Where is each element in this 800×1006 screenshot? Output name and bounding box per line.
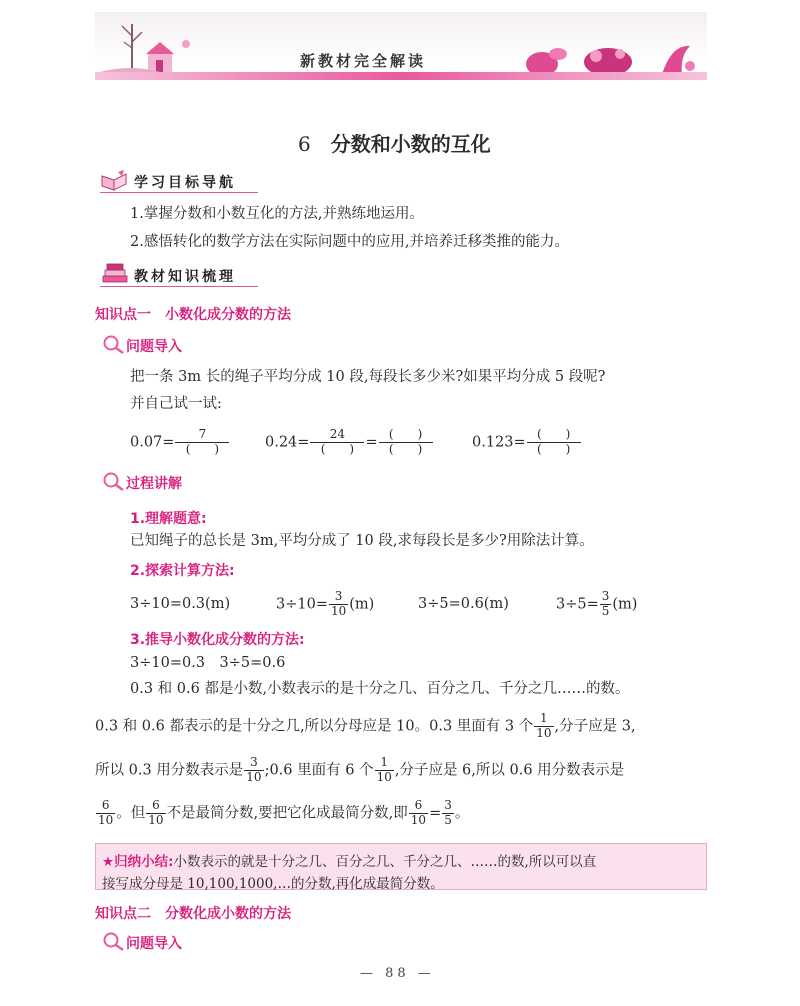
- exercise-b-den2[interactable]: ( ): [388, 441, 423, 456]
- fraction-3-5: [442, 799, 454, 828]
- calc-4-left: 3÷5=: [556, 596, 599, 613]
- exercise-c-fraction: [527, 428, 581, 457]
- fraction-den: 10: [148, 812, 164, 827]
- exercise-c-num[interactable]: ( ): [527, 428, 581, 443]
- kp1-process-label: 过程讲解: [126, 476, 182, 492]
- kp2-intro-label: 问题导入: [126, 936, 182, 952]
- step2-title: 2.探索计算方法:: [130, 563, 235, 579]
- exercise-a-num: 7: [175, 428, 229, 443]
- open-book-icon: [100, 170, 130, 192]
- calc-2-num: 3: [329, 590, 348, 605]
- magnifier-icon: [103, 472, 125, 492]
- calc-4-den: 5: [601, 603, 610, 618]
- exercise-a-den[interactable]: ( ): [185, 441, 220, 456]
- step1-title: 1.理解题意:: [130, 511, 207, 527]
- magnifier-icon: [103, 932, 125, 952]
- kp1-question-line1: 把一条 3m 长的绳子平均分成 10 段,每段长多少米?如果平均分成 5 段呢?: [130, 369, 606, 385]
- fraction-den: 10: [376, 769, 392, 784]
- exercise-b-eq: =: [365, 434, 378, 451]
- summary-box: [95, 843, 707, 890]
- calc-2: [276, 590, 374, 619]
- summary-line1: [102, 850, 596, 870]
- exercise-a-left: 0.07=: [130, 434, 175, 451]
- exercise-b-fraction2: [379, 428, 433, 457]
- step3-line4-c: ,分子应是 6,所以 0.6 用分数表示是: [394, 762, 625, 779]
- books-stack-icon: [100, 262, 130, 284]
- exercise-b-den[interactable]: ( ): [320, 441, 355, 456]
- goals-heading: 学习目标导航: [134, 175, 236, 191]
- summary-line1-text: 小数表示的就是十分之几、百分之几、千分之几、……的数,所以可以直: [173, 854, 597, 870]
- fraction-num: 3: [244, 756, 263, 771]
- exercise-b-left: 0.24=: [265, 434, 310, 451]
- kp2-title: 知识点二 分数化成小数的方法: [95, 906, 291, 922]
- goal-item-2: 2.感悟转化的数学方法在实际问题中的应用,并培养迁移类推的能力。: [130, 234, 569, 250]
- knowledge-heading: 教材知识梳理: [134, 269, 236, 285]
- exercise-b-num: 24: [310, 428, 364, 443]
- exercise-c-left: 0.123=: [472, 434, 526, 451]
- kp1-question-line2: 并自己试一试:: [130, 396, 222, 412]
- calc-2-left: 3÷10=: [276, 596, 328, 613]
- summary-line2: 接写成分母是 10,100,1000,…的分数,再化成最简分数。: [102, 876, 444, 892]
- kp1-title: 知识点一 小数化成分数的方法: [95, 307, 291, 323]
- fraction-den: 10: [98, 812, 114, 827]
- calc-4-unit: (m): [612, 596, 638, 613]
- exercise-a-fraction: [175, 428, 229, 457]
- summary-label: ★归纳小结:: [102, 854, 174, 870]
- calc-3: 3÷5=0.6(m): [418, 596, 509, 612]
- step3-line5-c: 。: [454, 805, 470, 822]
- magnifier-icon: [103, 335, 125, 355]
- header-title: 新教材完全解读: [300, 52, 427, 70]
- step3-line3-b: ,分子应是 3,: [554, 718, 636, 735]
- exercise-b-num2[interactable]: ( ): [379, 428, 433, 443]
- step3-line3: [95, 712, 636, 741]
- calc-4-fraction: [600, 590, 612, 619]
- fraction-den: 10: [246, 769, 262, 784]
- chapter-number: 6: [298, 132, 311, 156]
- knowledge-underline: [100, 286, 258, 287]
- goal-item-1: 1.掌握分数和小数互化的方法,并熟练地运用。: [130, 206, 424, 222]
- calc-4: [556, 590, 637, 619]
- fraction-num: 6: [146, 799, 165, 814]
- calc-1: 3÷10=0.3(m): [130, 596, 231, 612]
- step3-line1: 3÷10=0.3 3÷5=0.6: [130, 655, 286, 671]
- fraction-num: 1: [534, 712, 553, 727]
- exercise-c: [472, 428, 582, 457]
- chapter-title: [298, 128, 491, 157]
- step1-text: 已知绳子的总长是 3m,平均分成了 10 段,求每段长是多少?用除法计算。: [130, 533, 594, 549]
- goals-underline: [100, 192, 258, 193]
- step3-line3-a: 0.3 和 0.6 都表示的是十分之几,所以分母应是 10。0.3 里面有 3 个: [95, 718, 534, 735]
- step3-line4: [95, 756, 624, 785]
- exercise-a: [130, 428, 230, 457]
- fraction-num: 6: [409, 799, 428, 814]
- fraction-1-10: [534, 712, 553, 741]
- fraction-den: 10: [410, 812, 427, 827]
- house-tree-illustration: [100, 14, 210, 76]
- step3-line5-eq: =: [429, 805, 442, 822]
- calc-4-num: 3: [601, 589, 610, 603]
- header-divider: [95, 72, 707, 80]
- exercise-c-den[interactable]: ( ): [536, 441, 571, 456]
- step3-line4-a: 所以 0.3 用分数表示是: [95, 762, 244, 779]
- fraction-6-10: [146, 799, 165, 828]
- step3-title: 3.推导小数化成分数的方法:: [130, 632, 305, 648]
- step3-line2: 0.3 和 0.6 都是小数,小数表示的是十分之几、百分之几、千分之几……的数。: [130, 681, 630, 697]
- calc-2-den: 10: [330, 603, 347, 618]
- fraction-den: 10: [536, 725, 552, 740]
- exercise-b: [265, 428, 434, 457]
- fraction-6-10: [96, 799, 115, 828]
- chapter-name: 分数和小数的互化: [330, 132, 491, 156]
- kp1-intro-label: 问题导入: [126, 339, 182, 355]
- step3-line5-a: 。但: [116, 805, 146, 822]
- step3-line4-b: ;0.6 里面有 6 个: [264, 762, 374, 779]
- fraction-num: 6: [96, 799, 115, 814]
- fraction-num: 1: [375, 756, 394, 771]
- calc-2-unit: (m): [349, 596, 375, 613]
- page-number: — 88 —: [360, 966, 435, 981]
- fraction-1-10: [375, 756, 394, 785]
- step3-line5-b: 不是最简分数,要把它化成最简分数,即: [166, 805, 408, 822]
- fraction-6-10: [409, 799, 428, 828]
- fraction-num: 3: [444, 798, 452, 812]
- fraction-3-10: [244, 756, 263, 785]
- fraction-den: 5: [444, 812, 452, 827]
- calc-2-fraction: [329, 590, 348, 619]
- exercise-b-fraction: [310, 428, 364, 457]
- step3-line5: [95, 799, 469, 828]
